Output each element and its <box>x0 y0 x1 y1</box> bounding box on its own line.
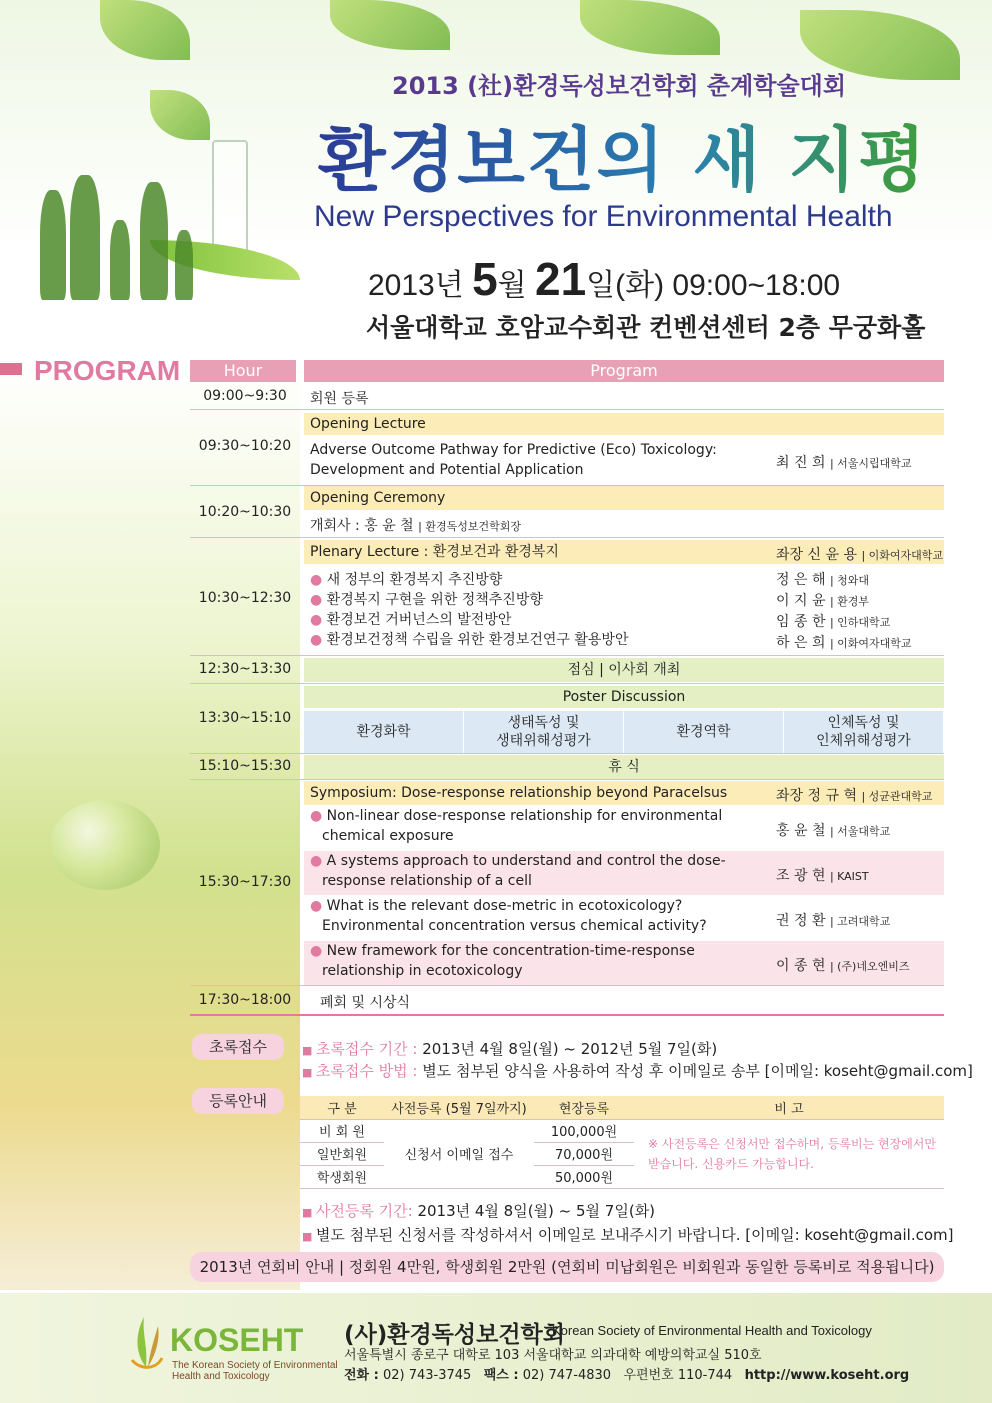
time-cell: 15:30~17:30 <box>198 874 292 890</box>
registration-note: ※ 사전등록은 신청서만 접수하며, 등록비는 현장에서만 받습니다. 신용카드 가능합니다. <box>634 1119 944 1188</box>
organization-name-en: Korean Society of Environmental Health and Toxicology <box>552 1323 872 1338</box>
poster-topic: 환경화학 <box>304 711 464 753</box>
plenary-list: ● 새 정부의 환경복지 추진방향 ● 환경복지 구현을 위한 정책추진방향 ● 환경보건 거버넌스의 발전방안 ● 환경보건정책 수립을 위한 환경보건연구 활용방안 <box>310 572 629 648</box>
onsite-fee: 70,000원 <box>534 1142 634 1165</box>
registration-label: 등록안내 <box>192 1088 284 1114</box>
abstract-method: ■ 초록접수 방법 : 별도 첨부된 양식을 사용하여 작성 후 이메일로 송부 [이메일: koseht@gmail.com] <box>302 1062 973 1080</box>
table-row <box>190 538 944 656</box>
onsite-fee: 100,000원 <box>534 1119 634 1142</box>
member-type: 일반회원 <box>300 1142 384 1165</box>
family-silhouette-image <box>30 160 230 300</box>
registration-table <box>300 1096 944 1189</box>
hour-column-header: Hour <box>190 360 296 382</box>
event-date: 2013년 5월 21일(화) 09:00~18:00 <box>368 253 841 305</box>
session-head: Opening Lecture <box>304 413 944 435</box>
table-row <box>190 684 944 754</box>
table-row <box>190 384 944 410</box>
chair: 좌장 신 윤 용 | 이화여자대학교 <box>776 547 944 563</box>
poster-topic: 인체독성 및 인체위해성평가 <box>784 711 944 753</box>
speaker: 최 진 희 | 서울시립대학교 <box>776 455 912 471</box>
poster-topic: 환경역학 <box>624 711 784 753</box>
program-cell: 점심 | 이사회 개최 <box>304 658 944 682</box>
event-title-en: New Perspectives for Environmental Health <box>314 200 893 233</box>
program-cell: 폐회 및 시상식 <box>320 995 411 1011</box>
program-cell: 회원 등록 <box>310 391 369 407</box>
annual-fee-notice: 2013년 연회비 안내 | 정회원 4만원, 학생회원 2만원 (연회비 미납회원은 비회원과 동일한 등록비로 적용됩니다) <box>190 1252 944 1282</box>
poster-topics <box>304 711 944 753</box>
event-title: 환경보건의 새 지평 <box>318 104 928 205</box>
speaker: 이 종 현 | (주)네오엔비즈 <box>776 958 910 974</box>
water-drop-decoration <box>50 800 160 890</box>
registration-instruction: ■ 별도 첨부된 신청서를 작성하셔서 이메일로 보내주시기 바랍니다. [이메일: koseht@gmail.com] <box>302 1226 954 1244</box>
speaker-list: 정 은 해 | 청와대 이 지 윤 | 환경부 임 종 한 | 인하대학교 하 은 희 | 이화여자대학교 <box>776 572 912 651</box>
session-head: Opening Ceremony <box>304 486 944 510</box>
program-cell: 휴 식 <box>304 755 944 779</box>
table-row <box>190 754 944 780</box>
session-head: Poster Discussion <box>304 686 944 708</box>
koseht-logo-icon <box>126 1312 166 1372</box>
organization-name: (사)환경독성보건학회 <box>344 1322 565 1348</box>
time-cell: 13:30~15:10 <box>198 710 292 726</box>
time-cell: 17:30~18:00 <box>198 992 292 1008</box>
address: 서울특별시 종로구 대학로 103 서울대학교 의과대학 예방의학교실 510호 <box>344 1348 762 1363</box>
logo-subtitle: The Korean Society of Environmental Health and Toxicology <box>172 1360 338 1382</box>
event-subtitle: 2013 (社)환경독성보건학회 춘계학술대회 <box>392 72 847 100</box>
koseht-logo: KOSEHT <box>170 1322 304 1358</box>
chair: 좌장 정 규 혁 | 성균관대학교 <box>776 788 933 804</box>
table-row <box>190 486 944 538</box>
table-row <box>190 780 944 986</box>
time-cell: 10:30~12:30 <box>198 590 292 606</box>
symposium-item: ● A systems approach to understand and control the dose- response relationship of a cell <box>304 851 944 895</box>
contact-info: 전화 : 02) 743-3745 팩스 : 02) 747-4830 우편번호 110-744 http://www.koseht.org <box>344 1368 910 1383</box>
time-cell: 09:30~10:20 <box>198 438 292 454</box>
symposium-item: ● Non-linear dose-response relationship for environmental chemical exposure <box>310 808 723 844</box>
symposium-item: ● New framework for the concentration-time-response relationship in ecotoxicology <box>304 941 944 985</box>
speaker: 조 광 현 | KAIST <box>776 868 869 884</box>
reg-header: 현장등록 <box>534 1096 634 1119</box>
reg-header: 사전등록 (5월 7일까지) <box>384 1096 534 1119</box>
time-cell: 09:00~9:30 <box>203 388 287 404</box>
symposium-item: ● What is the relevant dose-metric in ecotoxicology? Environmental concentration versus chemical activity? <box>310 898 707 934</box>
website-link[interactable]: http://www.koseht.org <box>744 1368 910 1383</box>
session-head: Symposium: Dose-response relationship beyond Paracelsus <box>304 781 944 805</box>
member-type: 비 회 원 <box>300 1119 384 1142</box>
onsite-fee: 50,000원 <box>534 1165 634 1188</box>
lecture-title: Adverse Outcome Pathway for Predictive (Eco) Toxicology: Development and Potential Application <box>310 442 717 478</box>
speaker: 홍 윤 철 | 서울대학교 <box>776 823 891 839</box>
event-venue: 서울대학교 호암교수회관 컨벤션센터 2층 무궁화홀 <box>366 313 926 342</box>
time-cell: 12:30~13:30 <box>198 661 292 677</box>
poster-topic: 생태독성 및 생태위해성평가 <box>464 711 624 753</box>
member-type: 학생회원 <box>300 1165 384 1188</box>
reg-header: 구 분 <box>300 1096 384 1119</box>
program-column-header: Program <box>304 360 944 382</box>
program-marker <box>0 363 22 375</box>
pre-registration-period: ■ 사전등록 기간: 2013년 4월 8일(월) ~ 5월 7일(화) <box>302 1202 656 1220</box>
time-cell: 15:10~15:30 <box>198 758 292 774</box>
session-head: Plenary Lecture : 환경보건과 환경복지 <box>304 540 944 564</box>
time-cell: 10:20~10:30 <box>198 504 292 520</box>
program-cell: 개회사 : 홍 윤 철 | 환경독성보건학회장 <box>310 518 521 534</box>
pre-registration: 신청서 이메일 접수 <box>384 1119 534 1188</box>
table-row <box>190 656 944 684</box>
abstract-label: 초록접수 <box>192 1034 284 1060</box>
reg-header: 비 고 <box>634 1096 944 1119</box>
speaker: 권 정 환 | 고려대학교 <box>776 913 891 929</box>
table-row <box>190 410 944 486</box>
program-label: PROGRAM <box>34 355 181 386</box>
table-row <box>190 986 944 1016</box>
abstract-period: ■ 초록접수 기간 : 2013년 4월 8일(월) ~ 2012년 5월 7일(화) <box>302 1040 718 1058</box>
